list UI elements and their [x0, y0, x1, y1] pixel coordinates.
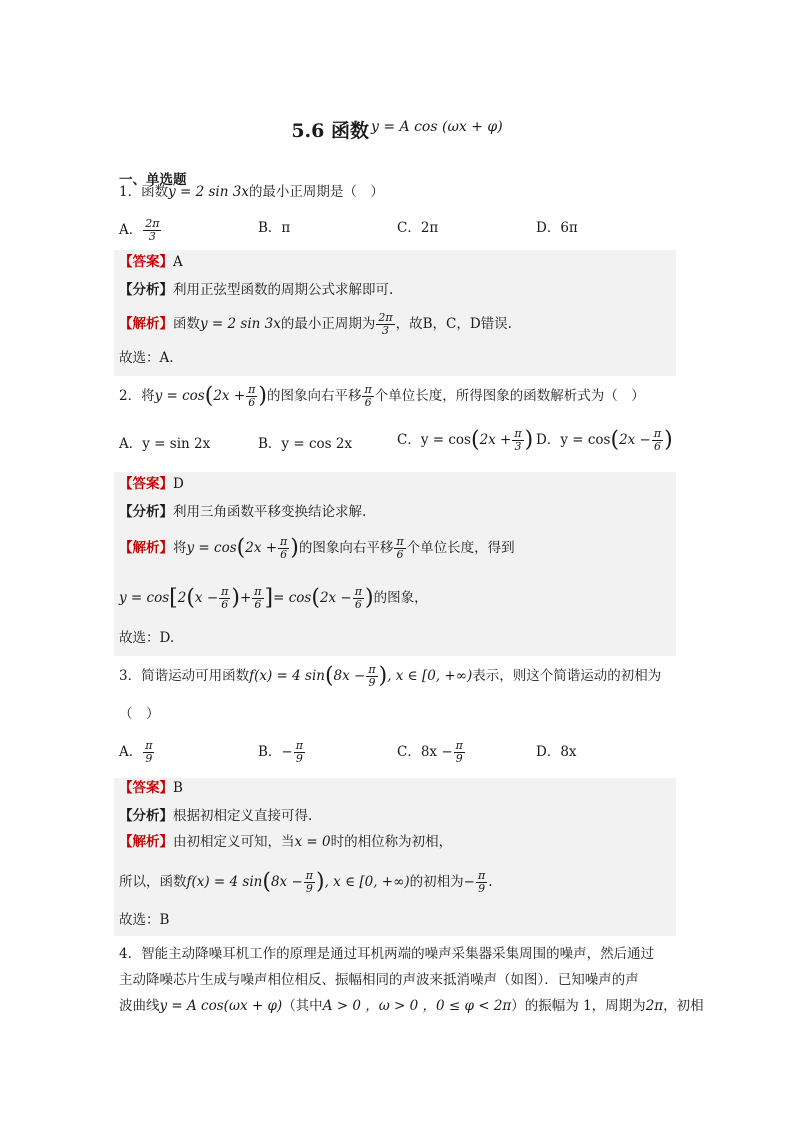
q2-d-in: 2x −	[619, 432, 651, 448]
q2-d-frac	[652, 428, 663, 453]
q2-l2-in: 2	[177, 590, 187, 606]
q3-frac-num: π	[368, 663, 376, 676]
q2-l2-lparen: (	[186, 585, 195, 611]
q2-sol-c: 个单位长度，得到	[406, 540, 515, 556]
q3-analysis-text: 根据初相定义直接可得.	[173, 808, 313, 824]
q3-l2-num: π	[305, 869, 313, 882]
page-title	[0, 116, 794, 143]
q2-l2-den3: 6	[354, 598, 362, 611]
q2-d-a: D．y = cos	[536, 432, 611, 448]
q1-option-a-frac	[143, 218, 161, 243]
q1-selection: 故选：A.	[119, 350, 174, 366]
q3-answer-box	[114, 778, 676, 936]
section-heading: 一、单选题	[119, 172, 187, 188]
q3-a-den: 9	[145, 752, 153, 765]
q3-b-num: π	[295, 739, 303, 752]
q2-l2-end: 的图象，	[373, 590, 428, 606]
q2-sol-a: 将	[173, 540, 187, 556]
q3-l2-den: 9	[305, 882, 313, 895]
q3-b-den: 9	[295, 752, 303, 765]
q2-l2-eq: = cos	[273, 590, 312, 606]
q3-answer-tag: 【答案】	[119, 780, 173, 796]
q1-analysis	[119, 280, 393, 300]
q1-sol-formula: y = 2 sin 3x	[200, 316, 281, 332]
q3-stem	[119, 664, 661, 689]
q3-paren: （ ）	[119, 706, 160, 722]
q2-frac-den: 6	[248, 396, 256, 409]
q2-d-den: 6	[653, 440, 661, 453]
q3-c-den: 9	[455, 752, 463, 765]
q2-l2-rparen: )	[231, 585, 240, 611]
q3-option-a	[119, 740, 155, 765]
q2-l2-frac2	[252, 586, 263, 611]
q1-solution-tag: 【解析】	[119, 316, 173, 332]
q4-line-2: 主动降噪芯片生成与噪声相位相反、振幅相同的声波来抵消噪声（如图）．已知噪声的声	[119, 972, 639, 988]
q3-analysis	[119, 806, 312, 826]
q3-answer-value: B	[173, 780, 183, 796]
q3-sol-a: 由初相定义可知，当	[173, 834, 295, 850]
q1-answer	[119, 252, 183, 272]
q2-c-lparen: (	[470, 427, 480, 453]
q3-b-label: B．−	[258, 744, 293, 760]
q4-l3-a: 波曲线	[119, 998, 160, 1014]
q2-l2-den1: 6	[221, 598, 229, 611]
q3-stem-dom: , x ∈ [0, +∞)	[387, 668, 473, 684]
q2-c-num: π	[514, 427, 522, 440]
q2-frac-num: π	[248, 383, 256, 396]
q2-analysis-text: 利用三角函数平移变换结论求解.	[173, 504, 367, 520]
q2-l2-lbracket: [	[169, 585, 178, 611]
q2-option-a: A．y = sin 2x	[119, 436, 211, 452]
q2-stem-f: y = cos	[154, 388, 205, 404]
q3-option-d: D．8x	[536, 744, 577, 760]
q4-l3-c: A > 0 ，ω > 0 ，0 ≤ φ < 2π	[322, 998, 512, 1014]
q1-sol-c: ，故B，C，D错误.	[395, 316, 512, 332]
q3-stem-a: 3．简谐运动可用函数	[119, 668, 250, 684]
q3-option-b	[258, 740, 306, 765]
q4-line-3	[119, 996, 704, 1016]
q1-sol-frac	[376, 312, 394, 337]
q2-shift-den: 6	[364, 396, 372, 409]
q2-sol-shift-den: 6	[396, 548, 404, 561]
q1-answer-tag: 【答案】	[119, 254, 173, 270]
q4-line-1: 4．智能主动降噪耳机工作的原理是通过耳机两端的噪声采集器采集周围的噪声，然后通过	[119, 946, 655, 962]
q2-l2-frac3	[353, 586, 364, 611]
q3-l2-in: 8x −	[270, 874, 303, 890]
q1-sol-a: 函数	[173, 316, 200, 332]
q3-analysis-tag: 【分析】	[119, 808, 173, 824]
q4-l3-g: ，初相	[663, 998, 704, 1014]
q2-l2-plus: +	[239, 590, 252, 606]
q2-sol-shift-num: π	[396, 535, 404, 548]
q2-l2-den2: 6	[254, 598, 262, 611]
q2-sol-f: y = cos	[186, 540, 237, 556]
q2-sol-shift	[394, 536, 405, 561]
q3-lparen: (	[324, 663, 334, 689]
q1-a-den: 3	[148, 230, 156, 243]
q2-stem-b: 的图象向右平移	[266, 388, 362, 404]
q2-c-in: 2x +	[479, 432, 512, 448]
q3-c-num: π	[455, 739, 463, 752]
q2-l2-rparen2: )	[364, 585, 374, 611]
q2-sol-lparen: (	[236, 535, 246, 561]
q2-l2-lparen2: (	[311, 585, 320, 611]
q2-sol-num: π	[280, 535, 288, 548]
q3-b-frac	[294, 740, 305, 765]
q3-l2-f: f(x) = 4 sin	[186, 874, 263, 890]
q3-a-label: A．	[119, 744, 143, 760]
q3-l2-a: 所以，函数	[119, 874, 187, 890]
q3-solution-tag: 【解析】	[119, 834, 173, 850]
q2-l2-in2: 2x −	[319, 590, 352, 606]
q1-solution	[119, 312, 512, 337]
q3-l2-den2: 9	[478, 882, 486, 895]
q1-answer-value: A	[173, 254, 183, 270]
q1-stem-formula: y = 2 sin 3x	[168, 184, 249, 200]
q3-stem-in: 8x −	[333, 668, 366, 684]
q2-stem	[119, 384, 645, 409]
q2-l2-frac1	[219, 586, 230, 611]
q2-l2-a: y = cos	[119, 590, 170, 606]
q3-rparen: )	[378, 663, 388, 689]
q2-sol-b: 的图象向右平移	[298, 540, 394, 556]
q4-l3-d: ）的振幅为 1，周期为	[511, 998, 646, 1014]
q2-option-d	[536, 428, 673, 453]
q2-l2-rbracket: ]	[264, 585, 274, 611]
q3-l2-num2: π	[477, 869, 486, 882]
q2-d-lparen: (	[610, 427, 620, 453]
q1-option-c: C．2π	[397, 220, 439, 236]
q3-solution-line2: 所以，函数f(x) = 4 sin(8x − $\frac{\pi}{9}$ ), x ∈ [0, +∞)的初相为− $\frac{\pi}{9}$ .	[119, 869, 493, 895]
q2-stem-a: 2．将	[119, 388, 155, 404]
q3-l2-dom: , x ∈ [0, +∞)	[324, 874, 410, 890]
q2-answer-box	[114, 472, 676, 656]
q3-solution	[119, 832, 452, 852]
q1-sol-b: 的最小正周期为	[280, 316, 376, 332]
q4-l3-b: （其中	[282, 998, 323, 1014]
q3-frac-den: 9	[368, 676, 376, 689]
q1-a-num: 2π	[145, 217, 160, 230]
q3-l2-lparen: (	[262, 869, 271, 895]
q2-l2-x: x −	[194, 590, 219, 606]
q4-l3-f: y = A cos(ωx + φ)	[159, 998, 283, 1014]
q2-stem-in: 2x +	[213, 388, 246, 404]
q1-analysis-text: 利用正弦型函数的周期公式求解即可.	[173, 282, 394, 298]
q2-solution-line2	[119, 586, 428, 611]
q2-sol-den: 6	[280, 548, 288, 561]
q1-stem	[119, 182, 384, 202]
q3-sol-b: 时的相位称为初相，	[330, 834, 453, 850]
q2-analysis-tag: 【分析】	[119, 504, 173, 520]
q2-option-c	[397, 428, 533, 453]
title-text: 5.6 函数	[291, 120, 369, 142]
q1-option-d: D．6π	[536, 220, 578, 236]
q2-l2-num3: π	[354, 585, 362, 598]
q2-sol-in: 2x +	[245, 540, 278, 556]
q2-solution	[119, 536, 515, 561]
q3-l2-frac	[304, 870, 315, 895]
q2-sol-rparen: )	[290, 535, 299, 561]
q3-stem-f: f(x) = 4 sin	[249, 668, 325, 684]
q3-answer	[119, 778, 183, 798]
q2-l2-num1: π	[221, 585, 229, 598]
q2-stem-frac	[246, 384, 257, 409]
q2-c-a: C．y = cos	[397, 432, 471, 448]
q3-stem-b: 表示，则这个简谐运动的初相为	[472, 668, 662, 684]
q2-solution-tag: 【解析】	[119, 540, 173, 556]
q2-d-num: π	[653, 427, 662, 440]
q3-sol-f: x = 0	[294, 834, 331, 850]
q2-shift-frac	[362, 384, 373, 409]
q1-option-a	[119, 218, 162, 243]
q1-option-b: B．π	[258, 220, 291, 236]
q2-l2-num2: π	[254, 585, 262, 598]
q2-c-frac	[512, 428, 523, 453]
q1-analysis-tag: 【分析】	[119, 282, 173, 298]
q2-answer	[119, 474, 184, 494]
q3-l2-rparen: )	[316, 869, 325, 895]
q3-l2-b: 的初相为−	[409, 874, 475, 890]
q3-stem-frac	[366, 664, 377, 689]
q2-answer-tag: 【答案】	[119, 476, 173, 492]
q3-c-frac	[454, 740, 465, 765]
q2-sol-frac	[278, 536, 289, 561]
q3-c-label: C．8x −	[397, 744, 453, 760]
q2-c-rparen: )	[524, 427, 534, 453]
q3-option-c	[397, 740, 466, 765]
q2-d-rparen: )	[664, 427, 673, 453]
q3-l2-frac2	[476, 870, 487, 895]
q2-selection: 故选：D.	[119, 630, 175, 646]
q2-shift-num: π	[364, 383, 372, 396]
title-formula: y = A cos (ωx + φ)	[370, 119, 503, 135]
q4-l3-e: 2π	[645, 998, 664, 1014]
q1-sol-num: 2π	[378, 311, 393, 324]
q3-selection: 故选：B	[119, 912, 170, 928]
q3-a-frac	[143, 740, 154, 765]
q2-rparen: )	[258, 383, 267, 409]
q1-stem-tail: 的最小正周期是（ ）	[248, 184, 384, 200]
q2-stem-c: 个单位长度，所得图象的函数解析式为（ ）	[374, 388, 645, 404]
q1-sol-den: 3	[381, 324, 389, 337]
q3-a-num: π	[145, 739, 153, 752]
q2-answer-value: D	[173, 476, 184, 492]
q1-option-a-label: A．	[119, 222, 143, 238]
q1-stem-text: 1．函数	[119, 184, 169, 200]
q2-analysis	[119, 502, 366, 522]
q2-c-den: 3	[514, 440, 522, 453]
q2-option-b: B．y = cos 2x	[258, 436, 353, 452]
q2-lparen: (	[204, 383, 214, 409]
